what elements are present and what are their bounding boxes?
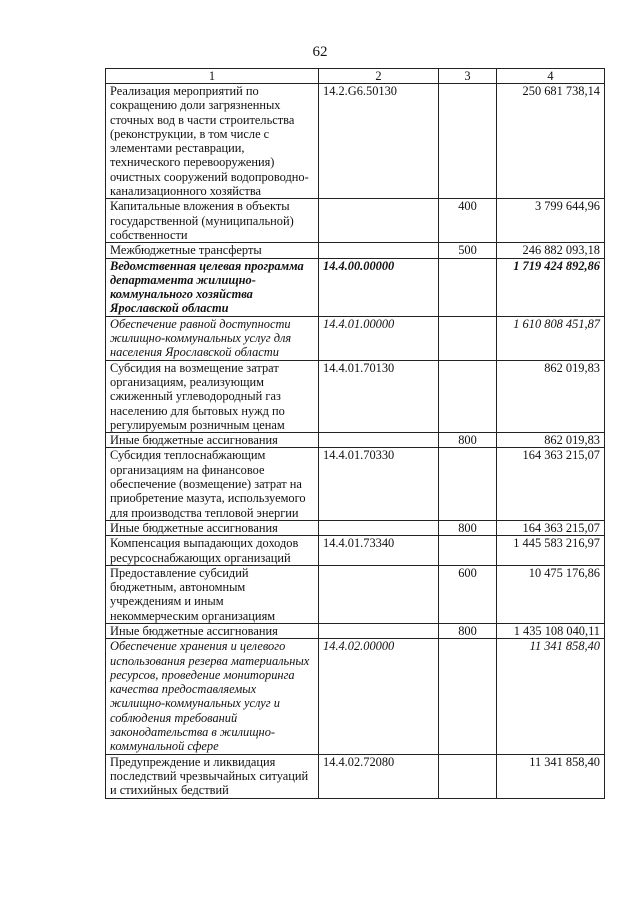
column-header-2: 2 xyxy=(319,69,439,84)
cell-type: 800 xyxy=(439,520,497,535)
cell-type: 500 xyxy=(439,243,497,258)
cell-code xyxy=(319,520,439,535)
table-row xyxy=(106,623,605,638)
table-row xyxy=(106,316,605,360)
cell-amount: 10 475 176,86 xyxy=(497,565,605,623)
cell-name: Субсидия на возмещение затрат организациям, реализующим сжиженный углеводородный газ населению для бытовых нужд по регулируемым розничным ценам xyxy=(106,360,319,432)
cell-amount: 246 882 093,18 xyxy=(497,243,605,258)
cell-type: 400 xyxy=(439,199,497,243)
cell-type xyxy=(439,754,497,798)
cell-type xyxy=(439,448,497,520)
cell-code: 14.4.02.72080 xyxy=(319,754,439,798)
cell-type: 800 xyxy=(439,623,497,638)
cell-type: 600 xyxy=(439,565,497,623)
cell-code: 14.4.01.00000 xyxy=(319,316,439,360)
cell-code xyxy=(319,199,439,243)
cell-type xyxy=(439,536,497,566)
cell-code xyxy=(319,565,439,623)
cell-code xyxy=(319,433,439,448)
table-row xyxy=(106,84,605,199)
cell-type xyxy=(439,639,497,754)
budget-table xyxy=(105,68,605,799)
cell-name: Субсидия теплоснабжающим организациям на финансовое обеспечение (возмещение) затрат на приобретение мазута, используемого для производства тепловой энергии xyxy=(106,448,319,520)
cell-name: Обеспечение равной доступности жилищно-коммунальных услуг для населения Ярославской области xyxy=(106,316,319,360)
column-header-1: 1 xyxy=(106,69,319,84)
cell-name: Обеспечение хранения и целевого использования резерва материальных ресурсов, проведение мониторинга качества предоставляемых жилищно-коммунальных услуг и соблюдения требований законодательства в жилищно-коммунальной сфере xyxy=(106,639,319,754)
table-row xyxy=(106,565,605,623)
cell-name: Капитальные вложения в объекты государственной (муниципальной) собственности xyxy=(106,199,319,243)
cell-amount: 11 341 858,40 xyxy=(497,639,605,754)
cell-code: 14.2.G6.50130 xyxy=(319,84,439,199)
table-row xyxy=(106,448,605,520)
table-row xyxy=(106,360,605,432)
cell-name: Межбюджетные трансферты xyxy=(106,243,319,258)
cell-amount: 1 445 583 216,97 xyxy=(497,536,605,566)
cell-code: 14.4.01.70330 xyxy=(319,448,439,520)
cell-code xyxy=(319,623,439,638)
table-row xyxy=(106,258,605,316)
table-row xyxy=(106,199,605,243)
page-number: 62 xyxy=(312,44,328,60)
cell-code: 14.4.02.00000 xyxy=(319,639,439,754)
cell-amount: 862 019,83 xyxy=(497,433,605,448)
table-row xyxy=(106,754,605,798)
table-row xyxy=(106,433,605,448)
cell-type xyxy=(439,84,497,199)
cell-amount: 250 681 738,14 xyxy=(497,84,605,199)
table-row xyxy=(106,536,605,566)
table-row xyxy=(106,520,605,535)
cell-type xyxy=(439,316,497,360)
cell-amount: 164 363 215,07 xyxy=(497,520,605,535)
table-body xyxy=(106,84,605,799)
cell-type xyxy=(439,360,497,432)
cell-amount: 862 019,83 xyxy=(497,360,605,432)
table-row xyxy=(106,639,605,754)
cell-amount: 3 799 644,96 xyxy=(497,199,605,243)
cell-code xyxy=(319,243,439,258)
cell-code: 14.4.01.73340 xyxy=(319,536,439,566)
cell-type xyxy=(439,258,497,316)
cell-code: 14.4.00.00000 xyxy=(319,258,439,316)
cell-amount: 1 610 808 451,87 xyxy=(497,316,605,360)
cell-name: Предоставление субсидий бюджетным, автономным учреждениям и иным некоммерческим организациям xyxy=(106,565,319,623)
cell-name: Предупреждение и ликвидация последствий чрезвычайных ситуаций и стихийных бедствий xyxy=(106,754,319,798)
cell-amount: 1 719 424 892,86 xyxy=(497,258,605,316)
table-header-row xyxy=(106,69,605,84)
cell-name: Ведомственная целевая программа департамента жилищно-коммунального хозяйства Ярославской области xyxy=(106,258,319,316)
cell-type: 800 xyxy=(439,433,497,448)
cell-name: Реализация мероприятий по сокращению доли загрязненных сточных вод в части строительства (реконструкции, в том числе с элементами реставрации, технического перевооружения) очистных сооружений водопроводно-канализационного хозяйства xyxy=(106,84,319,199)
column-header-4: 4 xyxy=(497,69,605,84)
cell-name: Компенсация выпадающих доходов ресурсоснабжающих организаций xyxy=(106,536,319,566)
cell-amount: 11 341 858,40 xyxy=(497,754,605,798)
cell-code: 14.4.01.70130 xyxy=(319,360,439,432)
column-header-3: 3 xyxy=(439,69,497,84)
cell-amount: 1 435 108 040,11 xyxy=(497,623,605,638)
cell-name: Иные бюджетные ассигнования xyxy=(106,623,319,638)
cell-name: Иные бюджетные ассигнования xyxy=(106,520,319,535)
cell-amount: 164 363 215,07 xyxy=(497,448,605,520)
table-row xyxy=(106,243,605,258)
cell-name: Иные бюджетные ассигнования xyxy=(106,433,319,448)
